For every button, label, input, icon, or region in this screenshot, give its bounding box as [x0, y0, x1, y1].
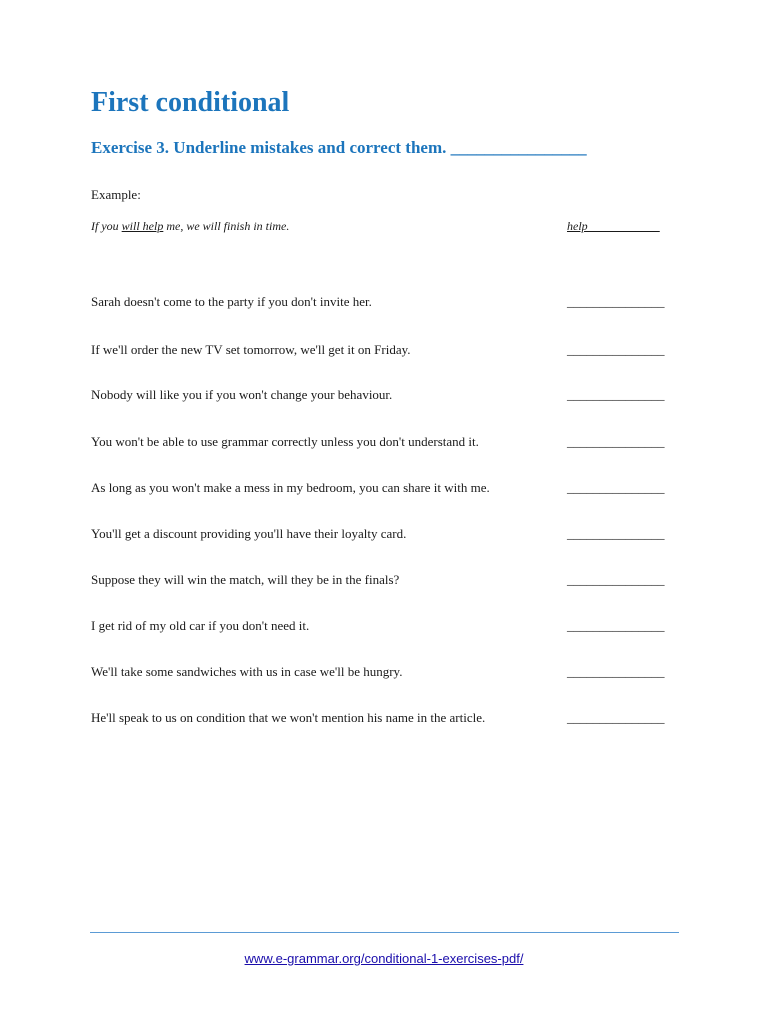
example-underlined-mistake: will help	[121, 219, 164, 233]
answer-blank[interactable]: _______________	[567, 572, 665, 587]
exercise-row	[91, 663, 678, 681]
example-text-before: If you	[91, 219, 122, 233]
exercise-sentence: You won't be able to use grammar correctly unless you don't understand it.	[91, 434, 479, 449]
example-label: Example:	[91, 187, 141, 202]
answer-blank[interactable]: _______________	[567, 387, 665, 402]
exercise-sentence: Suppose they will win the match, will they be in the finals?	[91, 572, 400, 587]
example-answer: help____________	[567, 219, 660, 233]
example-sentence	[91, 217, 289, 235]
exercise-sentence: As long as you won't make a mess in my bedroom, you can share it with me.	[91, 480, 490, 495]
answer-blank[interactable]: _______________	[567, 434, 665, 449]
exercise-sentence: I get rid of my old car if you don't need it.	[91, 618, 310, 633]
exercise-row	[91, 479, 678, 497]
exercise-row	[91, 617, 678, 635]
exercise-sentence: We'll take some sandwiches with us in case we'll be hungry.	[91, 664, 403, 679]
exercise-row	[91, 525, 678, 543]
exercise-row	[91, 433, 678, 451]
example-text-after: me, we will finish in time.	[163, 219, 290, 233]
footer-divider	[90, 932, 679, 933]
answer-blank[interactable]: _______________	[567, 526, 665, 541]
exercise-heading: Exercise 3. Underline mistakes and correct them. ________________	[91, 138, 587, 157]
exercise-sentence: Sarah doesn't come to the party if you don't invite her.	[91, 294, 372, 309]
example-row	[91, 217, 678, 235]
exercise-row	[91, 709, 678, 727]
answer-blank[interactable]: _______________	[567, 618, 665, 633]
footer-link[interactable]: www.e-grammar.org/conditional-1-exercises-pdf/	[244, 951, 524, 966]
answer-blank[interactable]: _______________	[567, 480, 665, 495]
exercise-sentence: He'll speak to us on condition that we won't mention his name in the article.	[91, 710, 486, 725]
answer-blank[interactable]: _______________	[567, 710, 665, 725]
answer-blank[interactable]: _______________	[567, 664, 665, 679]
page-title: First conditional	[91, 87, 290, 118]
exercise-row	[91, 293, 678, 311]
answer-blank[interactable]: _______________	[567, 342, 665, 357]
exercise-sentence: Nobody will like you if you won't change your behaviour.	[91, 387, 393, 402]
answer-blank[interactable]: _______________	[567, 294, 665, 309]
exercise-sentence: You'll get a discount providing you'll have their loyalty card.	[91, 526, 407, 541]
exercise-row	[91, 571, 678, 589]
exercise-sentence: If we'll order the new TV set tomorrow, we'll get it on Friday.	[91, 342, 411, 357]
exercise-row	[91, 341, 678, 359]
exercise-row	[91, 386, 678, 404]
